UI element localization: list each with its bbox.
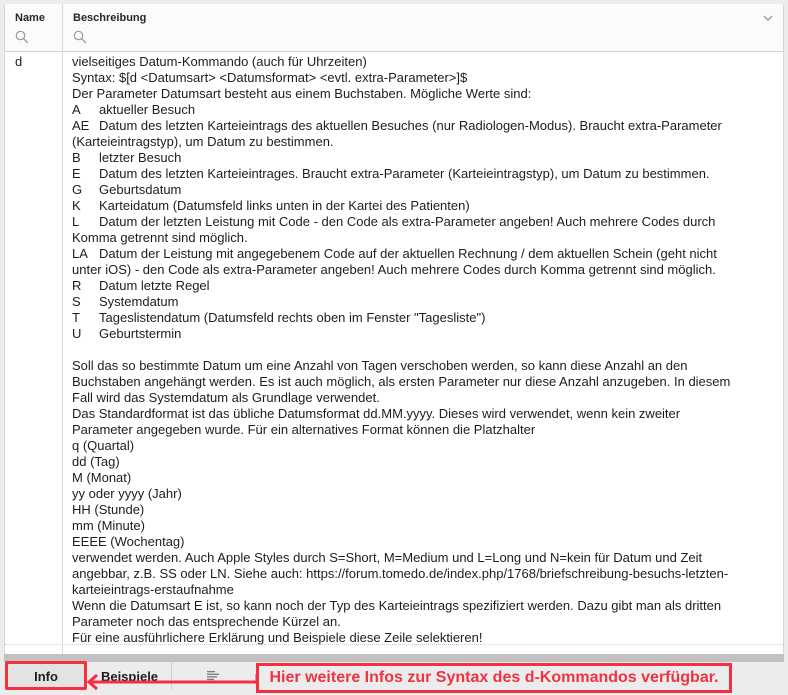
command-description <box>72 54 762 646</box>
description-line <box>72 342 762 358</box>
description-text: aktueller Besuch <box>99 102 196 117</box>
description-text: (Karteieintragstyp), um Datum zu bestimmen. <box>72 134 334 149</box>
annotation-callout: Hier weitere Infos zur Syntax des d-Kommandos verfügbar. <box>256 663 732 693</box>
description-text: vielseitiges Datum-Kommando (auch für Uhrzeiten) <box>72 54 367 69</box>
description-line <box>72 470 762 486</box>
table-header <box>5 4 783 52</box>
datumsart-code: A <box>72 102 81 117</box>
description-line <box>72 406 762 422</box>
description-text: EEEE (Wochentag) <box>72 534 185 549</box>
description-line <box>72 374 762 390</box>
description-line <box>72 422 762 438</box>
description-line <box>72 454 762 470</box>
description-text: Buchstaben angehängt werden. Es ist auch möglich, als ersten Parameter nur diese Anzahl anzugeben. In diesem <box>72 374 731 389</box>
description-text <box>72 342 76 357</box>
description-text: Wenn die Datumsart E ist, so kann noch der Typ des Karteieintrags spezifiziert werden. Dazu gibt man als dritten <box>72 598 722 613</box>
description-text: Karteidatum (Datumsfeld links unten in der Kartei des Patienten) <box>99 198 470 213</box>
description-text: Datum des letzten Karteieintrags des aktuellen Besuches (nur Radiologen-Modus). Braucht extra-Parameter <box>99 118 722 133</box>
search-icon[interactable] <box>73 30 87 44</box>
description-text: Systemdatum <box>99 294 179 309</box>
datumsart-code: L <box>72 214 80 229</box>
column-header-beschreibung[interactable] <box>63 4 783 52</box>
datumsart-code: U <box>72 326 82 341</box>
arrow-left-icon <box>85 674 260 690</box>
description-line <box>72 390 762 406</box>
description-text: Datum letzte Regel <box>99 278 210 293</box>
description-line <box>72 518 762 534</box>
column-header-label: Name <box>15 12 45 24</box>
description-line <box>72 166 762 182</box>
description-line <box>72 294 762 310</box>
datumsart-code: T <box>72 310 80 325</box>
description-text: Geburtstermin <box>99 326 182 341</box>
description-text: karteieintrags-erstaufnahme <box>72 582 234 597</box>
description-line <box>72 278 762 294</box>
description-text: Geburtsdatum <box>99 182 182 197</box>
description-text: Der Parameter Datumsart besteht aus einem Buchstaben. Mögliche Werte sind: <box>72 86 532 101</box>
description-line <box>72 134 762 150</box>
datumsart-code: R <box>72 278 82 293</box>
description-line <box>72 150 762 166</box>
search-icon[interactable] <box>15 30 29 44</box>
datumsart-code: S <box>72 294 81 309</box>
description-line <box>72 326 762 342</box>
description-line <box>72 86 762 102</box>
datumsart-code: AE <box>72 118 90 133</box>
description-text: Komma getrennt sind möglich. <box>72 230 248 245</box>
datumsart-code: K <box>72 198 81 213</box>
description-text: mm (Minute) <box>72 518 145 533</box>
row-divider <box>5 644 783 645</box>
horizontal-scrollbar[interactable] <box>4 654 784 662</box>
description-text: Datum des letzten Karteieintrages. Braucht extra-Parameter (Karteieintragstyp), um Datum zu bestimmen. <box>99 166 710 181</box>
description-line <box>72 246 762 262</box>
description-line <box>72 550 762 566</box>
chevron-down-icon[interactable] <box>763 14 773 22</box>
description-line <box>72 598 762 614</box>
description-line <box>72 230 762 246</box>
description-line <box>72 262 762 278</box>
description-text: dd (Tag) <box>72 454 120 469</box>
description-text: Parameter noch das entsprechende Kürzel an. <box>72 614 341 629</box>
datumsart-code: B <box>72 150 81 165</box>
description-text: yy oder yyyy (Jahr) <box>72 486 182 501</box>
datumsart-code: LA <box>72 246 88 261</box>
command-name: d <box>15 54 23 69</box>
description-text: Für eine ausführlichere Erklärung und Beispiele diese Zeile selektieren! <box>72 630 483 645</box>
description-line <box>72 534 762 550</box>
description-line <box>72 198 762 214</box>
description-text: Das Standardformat ist das übliche Datumsformat dd.MM.yyyy. Dieses wird verwendet, wenn kein zweiter <box>72 406 681 421</box>
description-text: Fall wird das Systemdatum als Grundlage verwendet. <box>72 390 380 405</box>
description-text: Tageslistendatum (Datumsfeld rechts oben im Fenster "Tagesliste") <box>99 310 486 325</box>
description-line <box>72 102 762 118</box>
description-line <box>72 566 762 582</box>
description-text: HH (Stunde) <box>72 502 145 517</box>
description-line <box>72 486 762 502</box>
description-text: Datum der letzten Leistung mit Code - den Code als extra-Parameter angeben! Auch mehrere Codes durch <box>99 214 716 229</box>
description-text: Parameter angegeben wurde. Für ein alternatives Format können die Platzhalter <box>72 422 536 437</box>
description-text: Datum der Leistung mit angegebenem Code auf der aktuellen Rechnung / dem aktuellen Schein (geht nicht <box>99 246 717 261</box>
column-divider <box>62 52 63 654</box>
description-text: M (Monat) <box>72 470 132 485</box>
commands-table <box>4 4 784 654</box>
description-line <box>72 358 762 374</box>
description-line <box>72 54 762 70</box>
description-text: unter iOS) - den Code als extra-Parameter angeben! Auch mehrere Codes durch Komma getrennt sind möglich. <box>72 262 716 277</box>
description-line <box>72 70 762 86</box>
tab-label: Info <box>34 668 58 684</box>
description-line <box>72 438 762 454</box>
description-text: Syntax: $[d <Datumsart> <Datumsformat> <evtl. extra-Parameter>]$ <box>72 70 468 85</box>
description-line <box>72 614 762 630</box>
description-text: letzter Besuch <box>99 150 182 165</box>
description-line <box>72 214 762 230</box>
column-header-label: Beschreibung <box>73 12 147 24</box>
datumsart-code: G <box>72 182 83 197</box>
description-line <box>72 582 762 598</box>
description-line <box>72 182 762 198</box>
column-header-name[interactable] <box>5 4 62 52</box>
description-text: Soll das so bestimmte Datum um eine Anzahl von Tagen verschoben werden, so kann diese Anzahl an den <box>72 358 688 373</box>
description-line <box>72 502 762 518</box>
description-line <box>72 118 762 134</box>
description-text: verwendet werden. Auch Apple Styles durch S=Short, M=Medium und L=Long und N=kein für Datum und Zeit <box>72 550 703 565</box>
info-tab-highlight <box>5 661 87 690</box>
tab-label: Beispiele <box>100 668 159 684</box>
description-text: q (Quartal) <box>72 438 135 453</box>
datumsart-code: E <box>72 166 81 181</box>
description-text: angebbar, z.B. SS oder LN. Siehe auch: https://forum.tomedo.de/index.php/1768/briefschreibung-besuchs-letzten- <box>72 566 729 581</box>
description-line <box>72 310 762 326</box>
